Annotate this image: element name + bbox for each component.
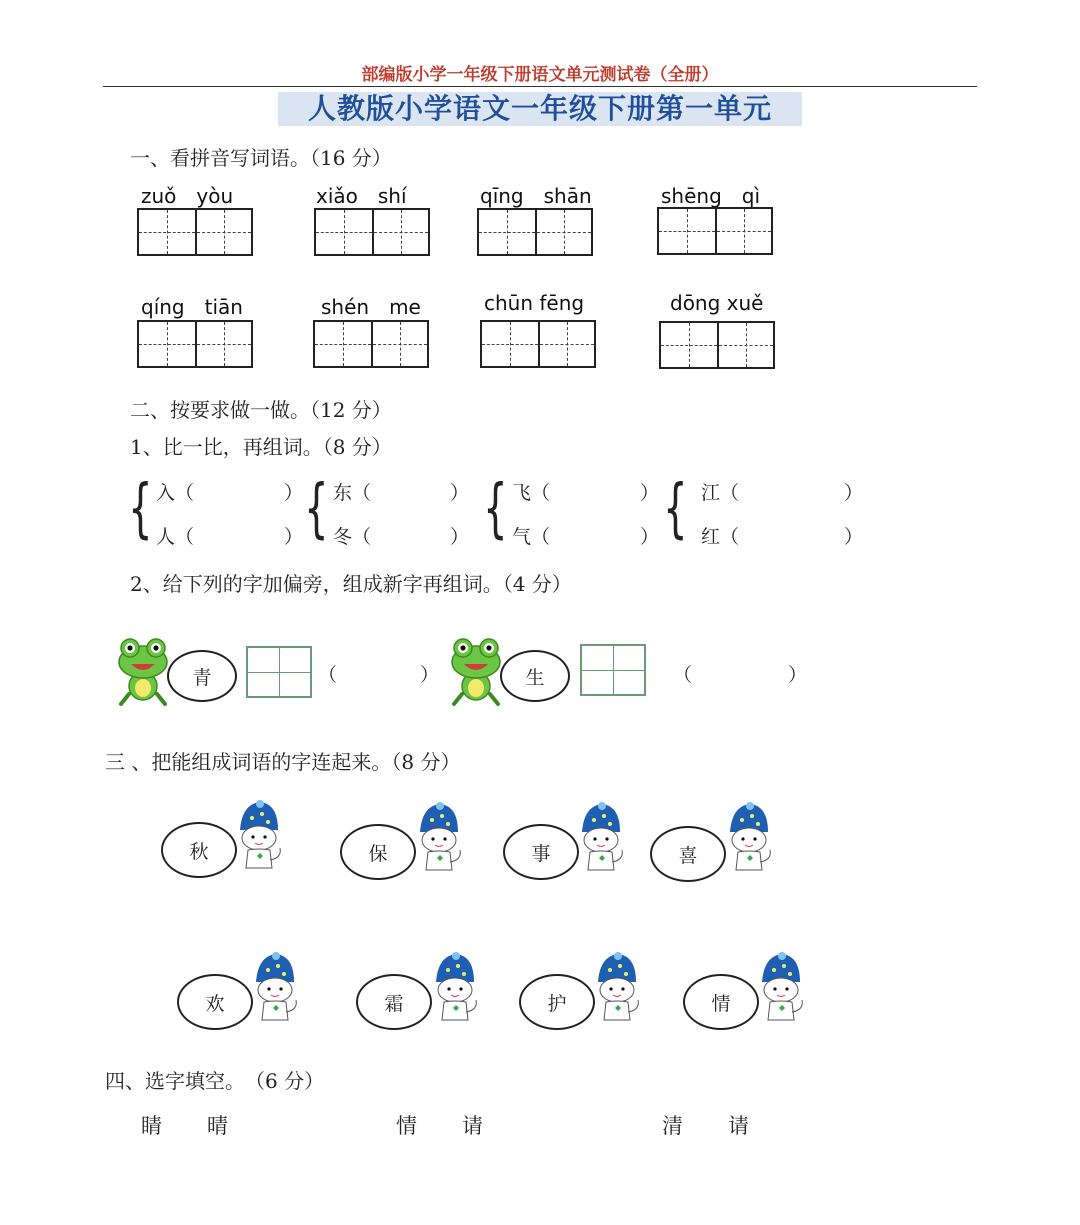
cat-mascot-icon (246, 952, 302, 1028)
pinyin-label: shēng qì (661, 184, 761, 208)
char-oval[interactable] (650, 826, 726, 882)
oval-char: 情 (711, 992, 731, 1015)
writing-grid[interactable] (137, 208, 253, 256)
pinyin-label: qíng tiān (141, 295, 243, 319)
compare-char: 红（ (701, 526, 740, 548)
compare-char: 入（ (156, 482, 195, 504)
oval-char: 欢 (205, 992, 225, 1015)
section-4-heading: 四、选字填空。 （6 分） (105, 1069, 325, 1093)
cat-mascot-icon (720, 802, 776, 878)
pinyin-label: chūn fēng (484, 291, 585, 315)
cat-mascot-icon (426, 952, 482, 1028)
answer-blank[interactable]: ） (450, 526, 470, 548)
compare-char: 冬（ (333, 526, 372, 548)
compare-char: 江（ (701, 482, 740, 504)
answer-paren-close[interactable]: ） (420, 664, 440, 686)
char-oval[interactable] (519, 974, 595, 1030)
question-compare: 1、比一比，再组词。（8 分） (130, 435, 392, 459)
cat-mascot-icon (752, 952, 808, 1028)
tian-grid-box[interactable] (580, 644, 646, 696)
curly-brace: { (663, 472, 688, 546)
answer-paren-open[interactable]: （ (318, 664, 338, 686)
radical-char: 青 (192, 666, 212, 689)
cat-mascot-icon (572, 802, 628, 878)
writing-grid[interactable] (659, 321, 775, 369)
pinyin-label: shén me (321, 295, 421, 319)
writing-grid[interactable] (477, 208, 593, 256)
choice-pair: 睛 晴 (141, 1114, 229, 1138)
answer-blank[interactable]: ） (844, 526, 864, 548)
compare-char: 东（ (333, 482, 372, 504)
pinyin-label: dōng xuě (670, 291, 764, 315)
writing-grid[interactable] (137, 320, 253, 368)
compare-char: 人（ (156, 526, 195, 548)
frog-icon (448, 636, 504, 708)
curly-brace: { (128, 472, 153, 546)
answer-blank[interactable]: ） (284, 482, 304, 504)
page-title: 人教版小学语文一年级下册第一单元 (278, 92, 802, 126)
answer-paren-open[interactable]: （ (673, 664, 693, 686)
answer-blank[interactable]: ） (640, 526, 660, 548)
oval-char: 保 (368, 842, 388, 865)
radical-circle (500, 650, 570, 702)
document-header: 部编版小学一年级下册语文单元测试卷（全册） (361, 65, 719, 85)
char-oval[interactable] (356, 974, 432, 1030)
curly-brace: { (304, 472, 329, 546)
answer-blank[interactable]: ） (844, 482, 864, 504)
pinyin-label: zuǒ yòu (141, 184, 234, 208)
oval-char: 喜 (678, 844, 698, 867)
char-oval[interactable] (177, 974, 253, 1030)
oval-char: 秋 (189, 840, 209, 863)
radical-char: 生 (525, 666, 545, 689)
writing-grid[interactable] (313, 320, 429, 368)
curly-brace: { (483, 472, 508, 546)
section-2-heading: 二、按要求做一做。（12 分） (130, 398, 392, 422)
char-oval[interactable] (161, 822, 237, 878)
oval-char: 霜 (384, 992, 404, 1015)
compare-char: 飞（ (512, 482, 551, 504)
choice-pair: 清 请 (662, 1114, 750, 1138)
answer-paren-close[interactable]: ） (788, 664, 808, 686)
tian-grid-box[interactable] (246, 646, 312, 698)
char-oval[interactable] (340, 824, 416, 880)
oval-char: 护 (547, 992, 567, 1015)
frog-icon (115, 636, 171, 708)
char-oval[interactable] (683, 974, 759, 1030)
radical-circle (167, 650, 237, 702)
writing-grid[interactable] (480, 320, 596, 368)
answer-blank[interactable]: ） (450, 482, 470, 504)
char-oval[interactable] (503, 824, 579, 880)
cat-mascot-icon (410, 802, 466, 878)
section-1-heading: 一、看拼音写词语。（16 分） (130, 146, 392, 170)
header-divider (103, 86, 977, 87)
pinyin-label: qīng shān (480, 184, 592, 208)
compare-char: 气（ (512, 526, 551, 548)
answer-blank[interactable]: ） (284, 526, 304, 548)
writing-grid[interactable] (314, 208, 430, 256)
choice-pair: 情 请 (396, 1114, 484, 1138)
answer-blank[interactable]: ） (640, 482, 660, 504)
section-3-heading: 三 、把能组成词语的字连起来。（8 分） (105, 750, 461, 774)
cat-mascot-icon (230, 800, 286, 876)
question-add-radical: 2、给下列的字加偏旁，组成新字再组词。（4 分） (130, 572, 572, 596)
writing-grid[interactable] (657, 207, 773, 255)
pinyin-label: xiǎo shí (316, 184, 407, 208)
oval-char: 事 (531, 842, 551, 865)
cat-mascot-icon (588, 952, 644, 1028)
